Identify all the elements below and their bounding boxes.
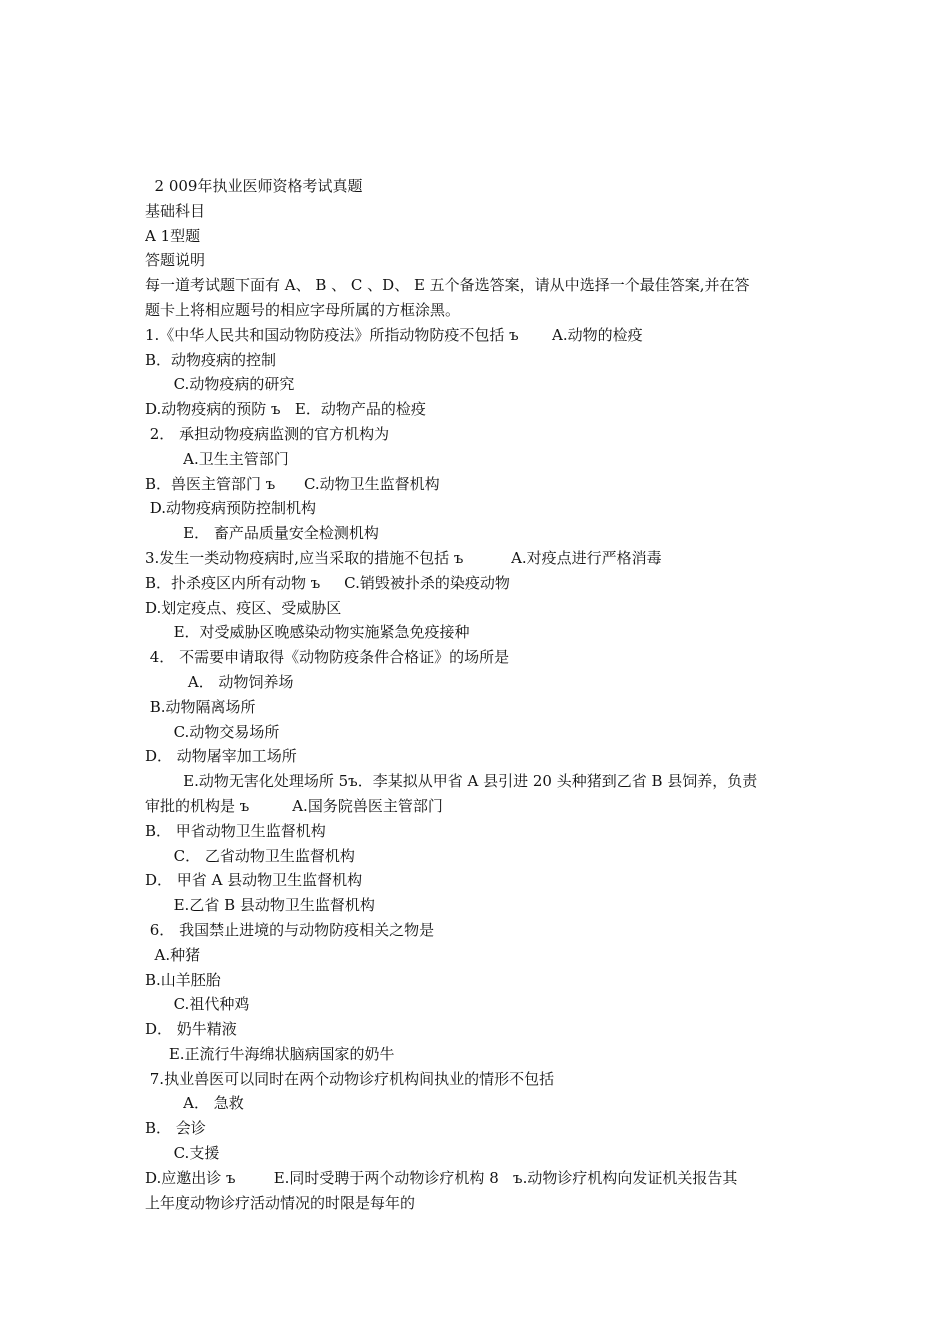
exam-text	[145, 174, 815, 1215]
option-line: A． 动物饲养场	[145, 672, 294, 691]
option-line: E.正流行牛海绵状脑病国家的奶牛	[145, 1044, 395, 1063]
option-line: D． 动物屠宰加工场所	[145, 747, 297, 766]
question-line: 3.发生一类动物疫病时,应当采取的措施不包括 ъ A.对疫点进行严格消毒	[145, 548, 662, 567]
option-line: B． 甲省动物卫生监督机构	[145, 821, 326, 840]
question-line: 1.《中华人民共和国动物防疫法》所指动物防疫不包括 ъ A.动物的检疫	[145, 325, 643, 344]
instructions-heading: 答题说明	[145, 251, 206, 270]
question-line: 2． 承担动物疫病监测的官方机构为	[145, 424, 390, 443]
option-line: A． 急救	[145, 1094, 244, 1113]
subject-heading: 基础科目	[145, 201, 206, 220]
option-line: B．扑杀疫区内所有动物 ъ C.销毁被扑杀的染疫动物	[145, 573, 510, 592]
option-line: B．兽医主管部门 ъ C.动物卫生监督机构	[145, 474, 440, 493]
option-line: C.动物疫病的研究	[145, 375, 295, 394]
question-line: 审批的机构是 ъ A.国务院兽医主管部门	[145, 796, 443, 815]
exam-title: 2 009年执业医师资格考试真题	[145, 177, 363, 195]
question-line: 6． 我国禁止进境的与动物防疫相关之物是	[145, 920, 435, 939]
instructions-text: 题卡上将相应题号的相应字母所属的方框涂黑。	[145, 300, 461, 319]
option-line: E．对受威胁区晚感染动物实施紧急免疫接种	[145, 623, 470, 642]
option-line: E.乙省 B 县动物卫生监督机构	[145, 896, 375, 915]
option-line: C.动物交易场所	[145, 722, 280, 741]
question-line: 上年度动物诊疗活动情况的时限是每年的	[145, 1193, 416, 1212]
option-line: D． 奶牛精液	[145, 1020, 237, 1039]
option-line: D.动物疫病的预防 ъ E．动物产品的检疫	[145, 400, 426, 419]
option-line: A.卫生主管部门	[145, 449, 289, 468]
option-line: C.支援	[145, 1144, 220, 1163]
option-line: A.种猪	[145, 945, 201, 964]
question-line: 7.执业兽医可以同时在两个动物诊疗机构间执业的情形不包括	[145, 1069, 555, 1088]
question-line: D.应邀出诊 ъ E.同时受聘于两个动物诊疗机构 8 ъ.动物诊疗机构向发证机关报告其	[145, 1168, 738, 1187]
option-line: B.动物隔离场所	[145, 697, 256, 716]
option-line: B.山羊胚胎	[145, 970, 221, 989]
option-line: D． 甲省 A 县动物卫生监督机构	[145, 871, 363, 890]
question-line: E.动物无害化处理场所 5ъ．李某拟从甲省 A 县引进 20 头种猪到乙省 B 县饲养，负责	[145, 772, 758, 791]
option-line: C． 乙省动物卫生监督机构	[145, 846, 355, 865]
instructions-text: 每一道考试题下面有 A、 B 、 C 、D、 E 五个备选答案，请从中选择一个最佳答案,并在答	[145, 276, 750, 295]
question-line: 4． 不需要申请取得《动物防疫条件合格证》的场所是	[145, 648, 510, 667]
option-line: B． 会诊	[145, 1119, 206, 1138]
option-line: C.祖代种鸡	[145, 995, 250, 1014]
option-line: D.划定疫点、疫区、受威胁区	[145, 598, 342, 617]
option-line: D.动物疫病预防控制机构	[145, 499, 317, 518]
option-line: B．动物疫病的控制	[145, 350, 277, 369]
question-type-heading: A 1型题	[145, 226, 201, 245]
option-line: E． 畜产品质量安全检测机构	[145, 524, 379, 543]
